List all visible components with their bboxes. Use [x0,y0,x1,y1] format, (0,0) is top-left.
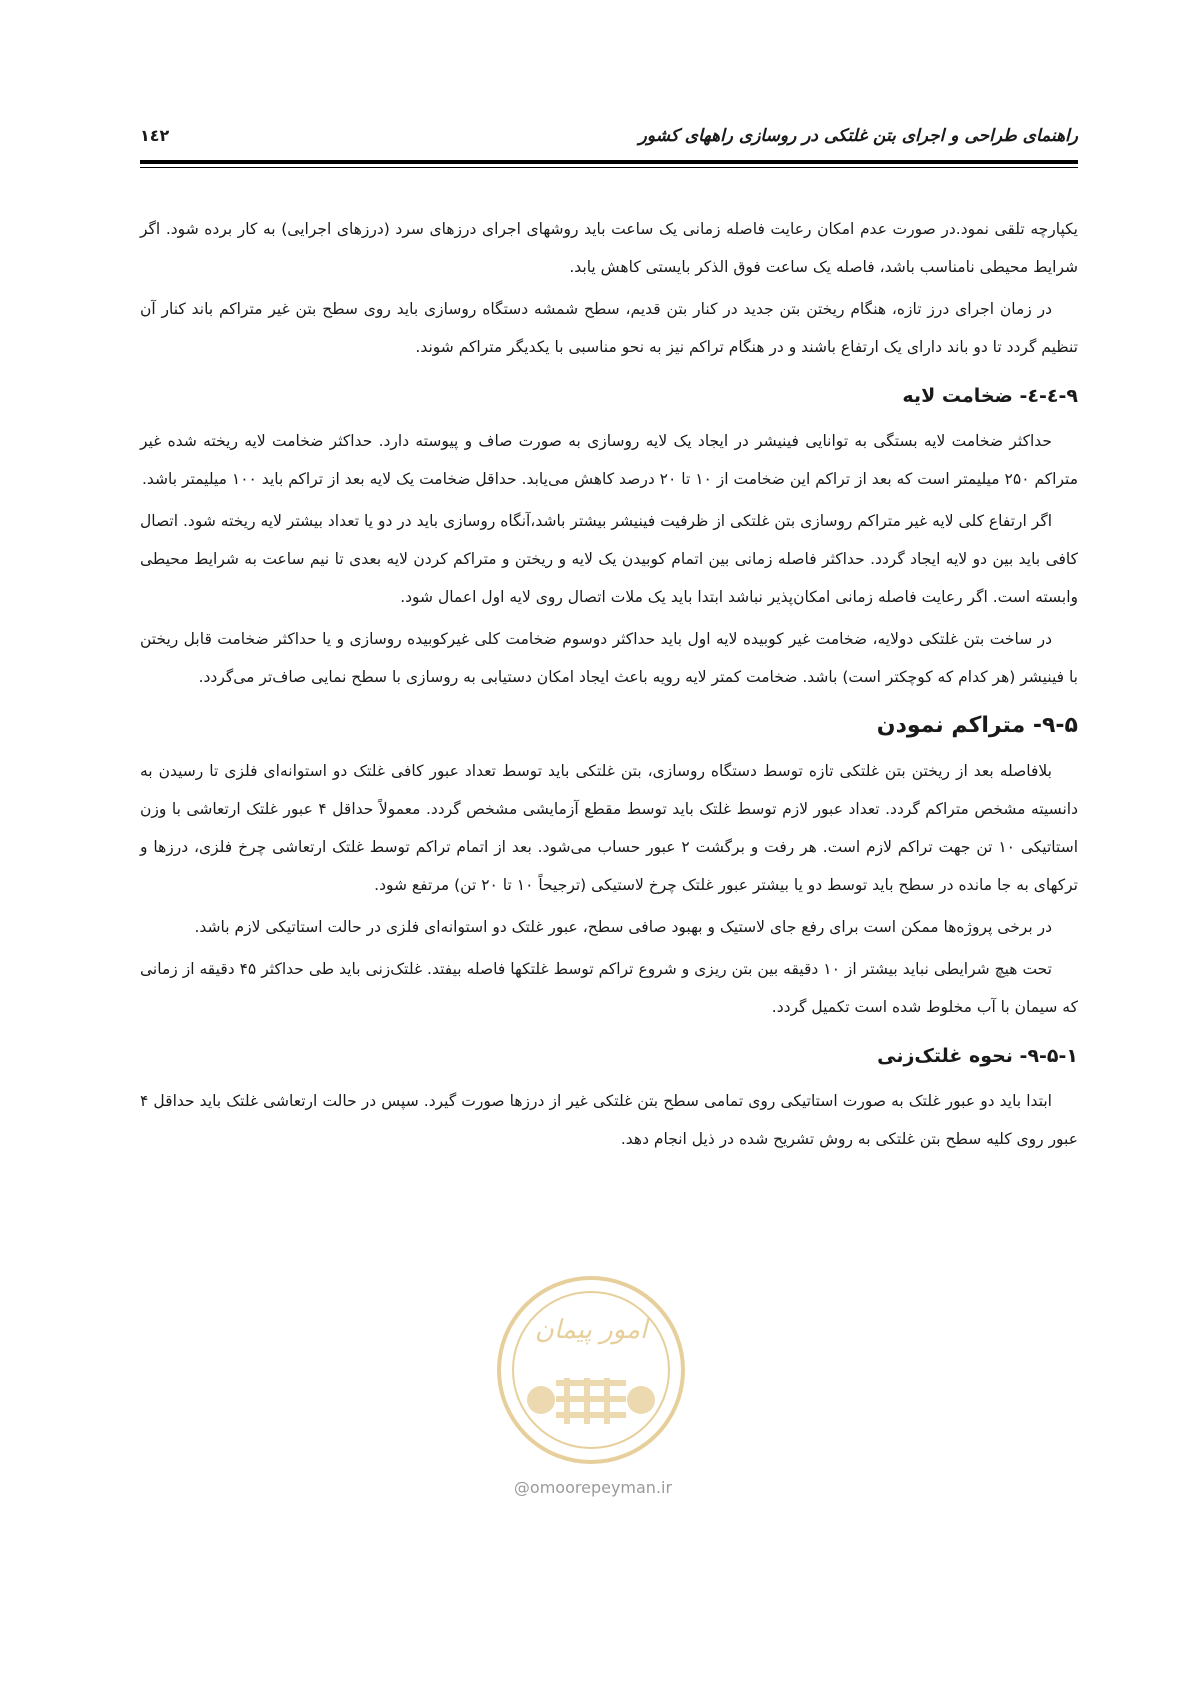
header-rule-thin [140,167,1078,168]
paragraph: بلافاصله بعد از ریختن بتن غلتکی تازه توسط دستگاه روسازی، بتن غلتکی باید توسط تعداد عبور کافی غلتک دو استوانه‌ای فلزی تا رسیدن به دانسیته مشخص متراکم گردد. تعداد عبور لازم توسط غلتک باید توسط مقطع آزمایشی مشخص گردد. معمولاً حداقل ۴ عبور غلتک ارتعاشی با وزن استاتیکی ۱۰ تن جهت تراکم لازم است. هر رفت و برگشت ۲ عبور حساب می‌شود. بعد از اتمام تراکم توسط غلتک ارتعاشی چرخ فلزی، درزها و ترکهای به جا مانده در سطح باید توسط دو یا بیشتر عبور غلتک چرخ لاستیکی (ترجیحاً ۱۰ تا ۲۰ تن) مرتفع شود. [140,762,1078,894]
section-heading-layer-thickness: ۹-٤-٤- ضخامت لایه [902,385,1078,407]
paragraph: تحت هیچ شرایطی نباید بیشتر از ۱۰ دقیقه بین بتن ریزی و شروع تراکم توسط غلتکها فاصله بیفتد. غلتک‌زنی باید طی حداکثر ۴۵ دقیقه از زمانی که سیمان با آب مخلوط شده است تکمیل گردد. [140,960,1078,1016]
paragraph: در برخی پروژه‌ها ممکن است برای رفع جای لاستیک و بهبود صافی سطح، عبور غلتک دو استوانه‌ای فلزی در حالت استاتیکی لازم باشد. [194,918,1052,936]
watermark-text: امور پیمان [534,1315,648,1345]
paragraph: یکپارچه تلقی نمود.در صورت عدم امکان رعایت فاصله زمانی یک ساعت باید روشهای اجرای درزهای سرد (درزهای اجرایی) به کار برده شود. اگر شرایط محیطی نامناسب باشد، فاصله یک ساعت فوق الذکر بایستی کاهش یابد. [140,220,1078,276]
watermark-logo [486,1260,696,1490]
watermark-url: @omoorepeyman.ir [513,1478,673,1497]
paragraph: در ساخت بتن غلتکی دولایه، ضخامت غیر کوبیده لایه اول باید حداکثر دوسوم ضخامت کلی غیرکوبیده روسازی و یا حداکثر ضخامت قابل ریختن با فینیشر (هر کدام که کوچکتر است) باشد. ضخامت کمتر لایه رویه باعث ایجاد امکان دستیابی به روسازی با سطح نمایی صاف‌تر می‌گردد. [140,630,1078,686]
paragraph: حداکثر ضخامت لایه بستگی به توانایی فینیشر در ایجاد یک لایه روسازی به صورت صاف و پیوسته دارد. حداکثر ضخامت لایه ریخته شده غیر متراکم ۲۵۰ میلیمتر است که بعد از تراکم این ضخامت از ۱۰ تا ۲۰ درصد کاهش می‌یابد. حداقل ضخامت یک لایه بعد از تراکم باید ۱۰۰ میلیمتر باشد. [140,432,1078,488]
header-rule-thick [140,160,1078,164]
main-content [140,210,1078,1162]
page-header [140,118,1078,162]
running-title: راهنمای طراحی و اجرای بتن غلتکی در روسازی راههای کشور [638,126,1078,146]
paragraph: اگر ارتفاع کلی لایه غیر متراکم روسازی بتن غلتکی از ظرفیت فینیشر بیشتر باشد،آنگاه روسازی باید در دو یا تعداد بیشتر لایه ریخته شود. اتصال کافی باید بین دو لایه ایجاد گردد. حداکثر فاصله زمانی بین اتمام کوبیدن یک لایه و ریختن و متراکم کردن لایه بعدی تا نیم ساعت به شرایط محیطی وابسته است. اگر رعایت فاصله زمانی امکان‌پذیر نباشد ابتدا باید یک ملات اتصال روی لایه اول اعمال شود. [140,512,1078,606]
page-number: ۱٤۲ [140,126,170,145]
section-heading-rolling-method: ۹-۵-۱- نحوه غلتک‌زنی [877,1045,1078,1067]
paragraph: در زمان اجرای درز تازه، هنگام ریختن بتن جدید در کنار بتن قدیم، سطح شمشه دستگاه روسازی باید روی سطح بتن غیر متراکم باند کنار آن تنظیم گردد تا دو باند دارای یک ارتفاع باشند و در هنگام تراکم نیز به نحو مناسبی با یکدیگر متراکم شوند. [140,300,1078,356]
paragraph: ابتدا باید دو عبور غلتک به صورت استاتیکی روی تمامی سطح بتن غلتکی غیر از درزها صورت گیرد. سپس در حالت ارتعاشی غلتک باید حداقل ۴ عبور روی کلیه سطح بتن غلتکی به روش تشریح شده در ذیل انجام دهد. [140,1092,1078,1148]
section-heading-compaction: ۹-۵- متراکم نمودن [876,713,1078,738]
